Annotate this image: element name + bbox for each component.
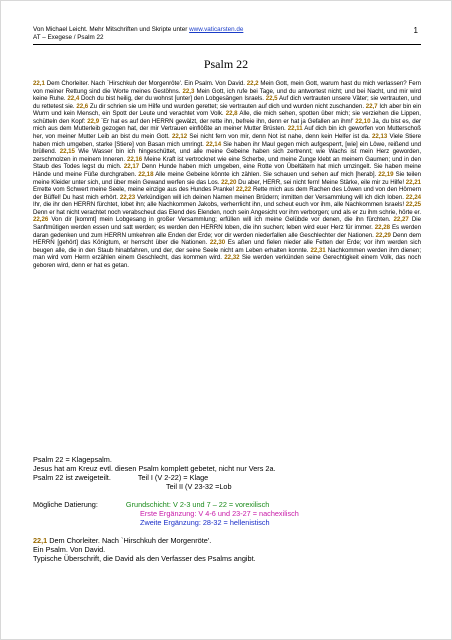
verse-number: 22,8	[225, 110, 238, 118]
verse-number: 22,10	[355, 117, 371, 125]
verse-text: Es werden daran gedenken und zum HERRN umkehren alle Enden der Erde; vor dir werden niederfallen alle Geschlechter der Nationen.	[33, 223, 421, 239]
verse-text: `Er hat es auf den HERRN gewälzt, der rette ihn, befreie ihn, denn er hat ja Gefallen an ihm!'	[99, 117, 356, 125]
verse-text: Wie Wasser bin ich hingeschüttet, und alle meine Gebeine haben sich zertrennt; wie Wachs ist mein Herz geworden, zerschmolzen in meinem Inneren.	[33, 148, 422, 163]
verse-text: Ja, du bist es, der mich aus dem Mutterleib gezogen hat, der mir Vertrauen einflößte an meiner Mutter Brüsten.	[33, 117, 421, 133]
verse-text: Verkündigen will ich deinen Namen meinen Brüdern; inmitten der Versammlung will ich dich loben.	[135, 193, 406, 201]
verse-text: Sei nicht fern von mir, denn Not ist nahe, denn kein Helfer ist da.	[187, 133, 373, 141]
verse-number: 22,24	[405, 193, 421, 201]
verse-number: 22,9	[87, 117, 100, 125]
verse-text: Denn Hunde haben mich umgeben, eine Rotte von Übeltätern hat mich umzingelt. Sie haben meine Hände und meine Füße durchgraben.	[33, 163, 421, 178]
note-verse-1	[33, 536, 421, 545]
verse-text: Doch du bist heilig, der du wohnst [unter] den Lobgesängen Israels.	[79, 95, 266, 103]
spacer	[33, 527, 421, 536]
note-teil-2-text: Teil II (V 23-32 =Lob	[166, 482, 232, 492]
verse-number: 22,7	[365, 102, 378, 110]
header-line-2: AT – Exegese / Psalm 22	[33, 34, 104, 42]
note-teil-2	[33, 482, 421, 491]
note-erste-ergaenzung-text: Erste Ergänzung: V 4-6 und 23-27 = nachexilisch	[140, 509, 299, 519]
header-author: Von Michael Leicht. Mehr Mitschriften und Skripte unter	[33, 26, 190, 33]
verse-number: 22,12	[171, 133, 188, 141]
page-header	[33, 26, 421, 42]
note-teil-1: Teil I (V 2-22) = Klage	[137, 473, 209, 483]
page-number: 1	[413, 26, 418, 35]
verse-text: Alle meine Gebeine könnte ich zählen. Sie schauen und sehen auf mich [herab].	[153, 170, 379, 178]
header-line-1	[33, 26, 421, 34]
verse-number: 22,15	[59, 148, 75, 156]
verse-text: Sie haben ihr Maul gegen mich aufgesperrt, [wie] ein Löwe, reißend und brüllend.	[33, 140, 421, 156]
verse-text: Mein Gott, mein Gott, warum hast du mich verlassen? Fern von meiner Rettung sind die Worte meines Gestöhns.	[33, 80, 421, 95]
psalm-text	[33, 80, 421, 269]
verse-number: 22,5	[265, 95, 278, 103]
note-grundschicht: Grundschicht: V 2-3 und 7 – 22 = vorexilisch	[125, 500, 270, 510]
verse-number: 22,30	[209, 239, 226, 247]
verse-number: 22,14	[205, 140, 222, 148]
verse-number: 22,28	[374, 223, 390, 231]
verse-number: 22,6	[76, 102, 89, 110]
verse-number: 22,17	[123, 163, 140, 171]
verse-text: Es aßen und fielen nieder alle Fetten der Erde; vor ihm werden sich beugen alle, die in den Staub hinabfahren, und der, der seine Seele nicht am Leben erhalten konnte.	[33, 239, 421, 254]
verse-text: Du aber, HERR, sei nicht fern! Meine Stärke, eile mir zu Hilfe!	[236, 178, 406, 186]
verse-text: Denn er hat nicht verachtet noch verabscheut das Elend des Elenden, noch sein Angesicht vor ihm verborgen; und als er zu ihm schrie, hörte er.	[33, 208, 421, 216]
note-erste-ergaenzung	[33, 509, 421, 518]
verse-number: 22,19	[378, 170, 394, 178]
verse-number: 22,29	[375, 231, 391, 239]
verse-text: Meine Kraft ist vertrocknet wie eine Scherbe, und meine Zunge klebt an meinem Gaumen; und in den Staub des Todes legst du mich.	[33, 155, 421, 171]
verse-number: 22,23	[119, 193, 136, 201]
note-zweite-ergaenzung-text: Zweite Ergänzung: 28-32 = hellenistisch	[140, 518, 270, 528]
header-divider	[33, 44, 421, 45]
note-zweigeteilt	[33, 473, 421, 482]
header-link[interactable]: www.vaticarsten.de	[189, 26, 244, 33]
verse-number: 22,18	[138, 170, 154, 178]
verse-text: Zu dir schrien sie um Hilfe und wurden gerettet; sie vertrauten auf dich und wurden nicht zuschanden.	[88, 102, 366, 110]
verse-number: 22,1	[33, 80, 45, 87]
verse-number: 22,11	[287, 125, 303, 133]
verse-number: 22,27	[393, 216, 409, 224]
spacer	[33, 491, 421, 500]
verse-text: Sie teilen meine Kleider unter sich, und über mein Gewand werfen sie das Los.	[33, 170, 421, 186]
page-title: Psalm 22	[203, 57, 249, 71]
verse-text: Nachkommen werden ihm dienen; man wird vom Herrn erzählen einem Geschlecht, das kommen wird.	[33, 246, 421, 262]
verse-text: Die Sanftmütigen werden essen und satt werden; es werden den HERRN loben, die ihn suchen; leben wird euer Herz für immer.	[33, 216, 421, 231]
verse-text: Viele Stiere haben mich umgeben, starke [Stiere] von Basan mich umringt.	[33, 133, 421, 148]
note-zweigeteilt-label: Psalm 22 ist zweigeteilt.	[33, 473, 111, 483]
verse-number: 22,3	[182, 87, 195, 95]
verse-text: Ihr, die ihr den HERRN fürchtet, lobet ihn; alle Nachkommen Jakobs, verherrlicht ihn, und scheut euch vor ihm, alle Nachkommen Israels!	[33, 201, 406, 209]
verse-text: Mein Gott, ich rufe bei Tage, und du antwortest nicht; und bei Nacht, und mir wird keine Ruhe.	[33, 87, 421, 103]
verse-number: 22,20	[221, 178, 237, 186]
verse-number: 22,13	[372, 133, 388, 141]
verse-number: 22,26	[33, 216, 49, 224]
verse-text: Denn dem HERRN [gehört] das Königtum, er herrscht über die Nationen.	[33, 231, 421, 247]
verse-number: 22,31	[310, 246, 326, 254]
verse-number: 22,2	[246, 80, 259, 87]
verse-text: Ich aber bin ein Wurm und kein Mensch, ein Spott der Leute und verachtet vom Volk.	[33, 102, 422, 118]
note-verse-1-text: Dem Chorleiter. Nach `Hirschkuh der Morgenröte'.	[47, 536, 212, 546]
verse-text: Von dir [kommt] mein Lobgesang in großer Versammlung; erfüllen will ich meine Gelübde vor denen, die ihn fürchten.	[48, 216, 394, 224]
verse-number: 22,25	[405, 201, 421, 209]
verse-text: Rette mich aus dem Rachen des Löwen und von den Hörnern der Büffel! Du hast mich erhört.	[33, 186, 422, 201]
verse-number: 22,16	[126, 155, 143, 163]
verse-text: Dem Chorleiter. Nach `Hirschkuh der Morgenröte'. Ein Psalm. Von David.	[44, 80, 247, 87]
verse-number: 22,21	[405, 178, 421, 186]
note-zweite-ergaenzung	[33, 518, 421, 527]
verse-number: 22,32	[224, 254, 240, 262]
verse-number: 22,22	[235, 186, 252, 194]
note-datierung	[33, 500, 421, 509]
verse-text: Errette vom Schwert meine Seele, meine einzige aus des Hundes Pranke!	[33, 186, 236, 194]
note-datierung-label: Mögliche Datierung:	[33, 500, 98, 510]
verse-text: Auf dich bin ich geworfen von Mutterschoß her, von meiner Mutter Leib an bist du mein Gott.	[33, 125, 422, 141]
note-jesus: Jesus hat am Kreuz evtl. diesen Psalm komplett gebetet, nicht nur Vers 2a.	[33, 464, 276, 474]
verse-text: Auf dich vertrauten unsere Väter; sie vertrauten, und du rettetest sie.	[33, 95, 421, 110]
verse-text: Sie werden verkünden seine Gerechtigkeit einem Volk, das noch geboren wird, denn er hat es getan.	[33, 254, 421, 269]
verse-number: 22,1	[33, 536, 48, 546]
note-klagepsalm: Psalm 22 = Klagepsalm.	[33, 455, 112, 464]
note-ueberschrift: Typische Überschrift, die David als den Verfasser des Psalms angibt.	[33, 554, 256, 564]
note-psalm-david: Ein Psalm. Von David.	[33, 545, 106, 555]
verse-text: Alle, die mich sehen, spotten über mich; sie verziehen die Lippen, schütteln den Kopf:	[33, 110, 421, 125]
notes-section	[33, 455, 421, 563]
verse-number: 22,4	[67, 95, 80, 103]
